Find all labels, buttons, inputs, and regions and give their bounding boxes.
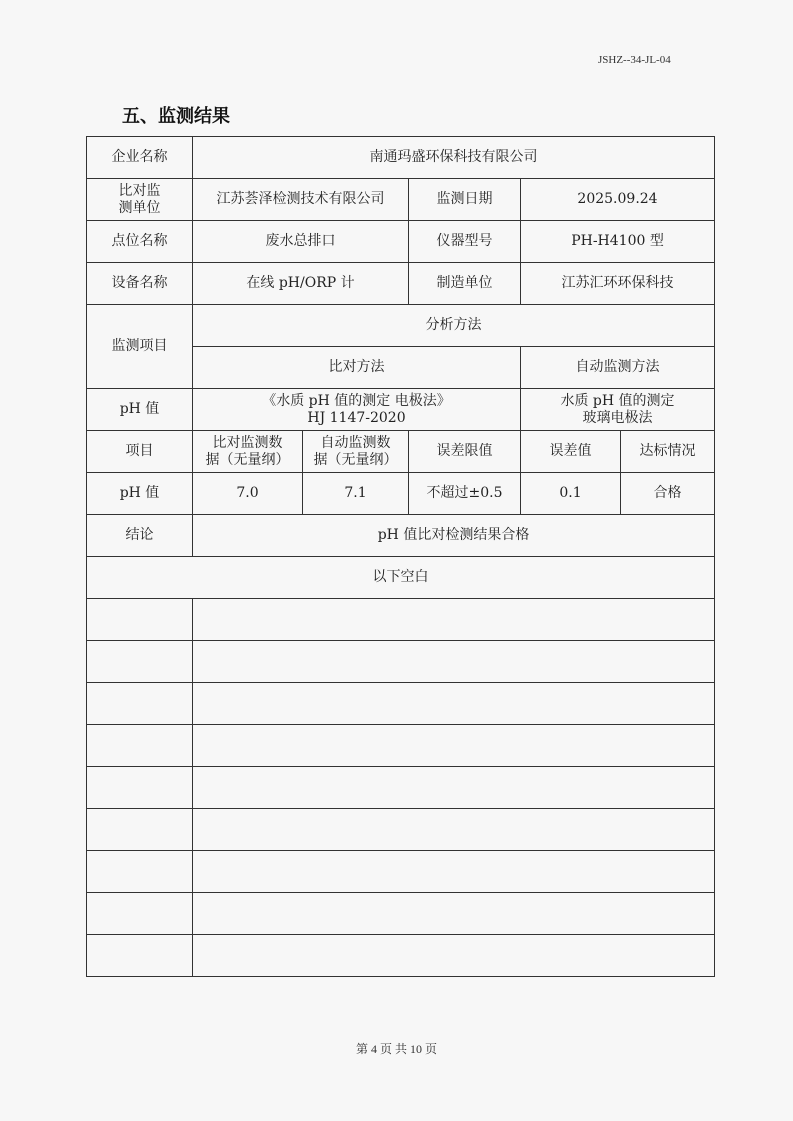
empty-cell <box>193 935 715 977</box>
empty-cell <box>87 767 193 809</box>
empty-cell <box>87 725 193 767</box>
compare-unit-label-line1: 比对监 <box>118 182 161 199</box>
compare-unit-label <box>87 179 193 221</box>
point-label: 点位名称 <box>87 221 193 263</box>
auto-method-value <box>521 389 715 431</box>
monitoring-results-table <box>86 136 715 977</box>
empty-row <box>87 641 715 683</box>
empty-row <box>87 683 715 725</box>
empty-cell <box>193 851 715 893</box>
row-auto-value: 7.1 <box>303 473 409 515</box>
empty-cell <box>87 851 193 893</box>
company-label: 企业名称 <box>87 137 193 179</box>
instrument-label: 仪器型号 <box>409 221 521 263</box>
row-error-value: 0.1 <box>521 473 621 515</box>
table-row <box>87 389 715 431</box>
table-row <box>87 305 715 347</box>
compare-method-line2: HJ 1147-2020 <box>307 409 406 426</box>
compare-method-header: 比对方法 <box>193 347 521 389</box>
empty-row <box>87 809 715 851</box>
document-id: JSHZ--34-JL-04 <box>598 54 671 66</box>
row-status-value: 合格 <box>621 473 715 515</box>
row-item: pH 值 <box>87 473 193 515</box>
monitor-date-value: 2025.09.24 <box>521 179 715 221</box>
col-status-header: 达标情况 <box>621 431 715 473</box>
empty-cell <box>87 809 193 851</box>
table-row <box>87 263 715 305</box>
col-compare-line1: 比对监测数 <box>212 434 283 451</box>
instrument-value: PH-H4100 型 <box>521 221 715 263</box>
conclusion-label: 结论 <box>87 515 193 557</box>
empty-cell <box>193 893 715 935</box>
empty-cell <box>193 683 715 725</box>
table-row <box>87 221 715 263</box>
empty-row <box>87 725 715 767</box>
compare-unit-label-line2: 测单位 <box>118 199 161 216</box>
table-row <box>87 137 715 179</box>
table-row <box>87 179 715 221</box>
col-auto-header <box>303 431 409 473</box>
empty-cell <box>193 641 715 683</box>
table-row <box>87 431 715 473</box>
empty-row <box>87 935 715 977</box>
point-value: 废水总排口 <box>193 221 409 263</box>
empty-cell <box>193 767 715 809</box>
col-auto-line1: 自动监测数 <box>320 434 391 451</box>
table-row <box>87 557 715 599</box>
compare-method-line1: 《水质 pH 值的测定 电极法》 <box>262 392 451 409</box>
empty-cell <box>193 599 715 641</box>
col-auto-line2: 据（无量纲） <box>313 451 398 468</box>
auto-method-line2: 玻璃电极法 <box>582 409 653 426</box>
item-label: 监测项目 <box>87 305 193 389</box>
method-header: 分析方法 <box>193 305 715 347</box>
empty-cell <box>193 809 715 851</box>
page-footer: 第 4 页 共 10 页 <box>355 1042 437 1056</box>
compare-unit-value: 江苏荟泽检测技术有限公司 <box>193 179 409 221</box>
company-value: 南通玛盛环保科技有限公司 <box>193 137 715 179</box>
empty-cell <box>87 641 193 683</box>
table-row <box>87 515 715 557</box>
auto-method-header: 自动监测方法 <box>521 347 715 389</box>
maker-value: 江苏汇环环保科技 <box>521 263 715 305</box>
empty-cell <box>87 893 193 935</box>
col-compare-header <box>193 431 303 473</box>
col-error-header: 误差值 <box>521 431 621 473</box>
monitor-date-label: 监测日期 <box>409 179 521 221</box>
col-item-header: 项目 <box>87 431 193 473</box>
compare-method-value <box>193 389 521 431</box>
empty-row <box>87 851 715 893</box>
row-limit-value: 不超过±0.5 <box>409 473 521 515</box>
blank-note: 以下空白 <box>87 557 715 599</box>
empty-cell <box>87 935 193 977</box>
device-value: 在线 pH/ORP 计 <box>193 263 409 305</box>
empty-cell <box>87 683 193 725</box>
section-title: 五、监测结果 <box>122 106 230 127</box>
row-compare-value: 7.0 <box>193 473 303 515</box>
empty-row <box>87 893 715 935</box>
maker-label: 制造单位 <box>409 263 521 305</box>
device-label: 设备名称 <box>87 263 193 305</box>
conclusion-value: pH 值比对检测结果合格 <box>193 515 715 557</box>
col-limit-header: 误差限值 <box>409 431 521 473</box>
table-row <box>87 473 715 515</box>
empty-cell <box>87 599 193 641</box>
col-compare-line2: 据（无量纲） <box>205 451 290 468</box>
ph-label: pH 值 <box>87 389 193 431</box>
empty-row <box>87 599 715 641</box>
empty-row <box>87 767 715 809</box>
empty-cell <box>193 725 715 767</box>
auto-method-line1: 水质 pH 值的测定 <box>560 392 675 409</box>
